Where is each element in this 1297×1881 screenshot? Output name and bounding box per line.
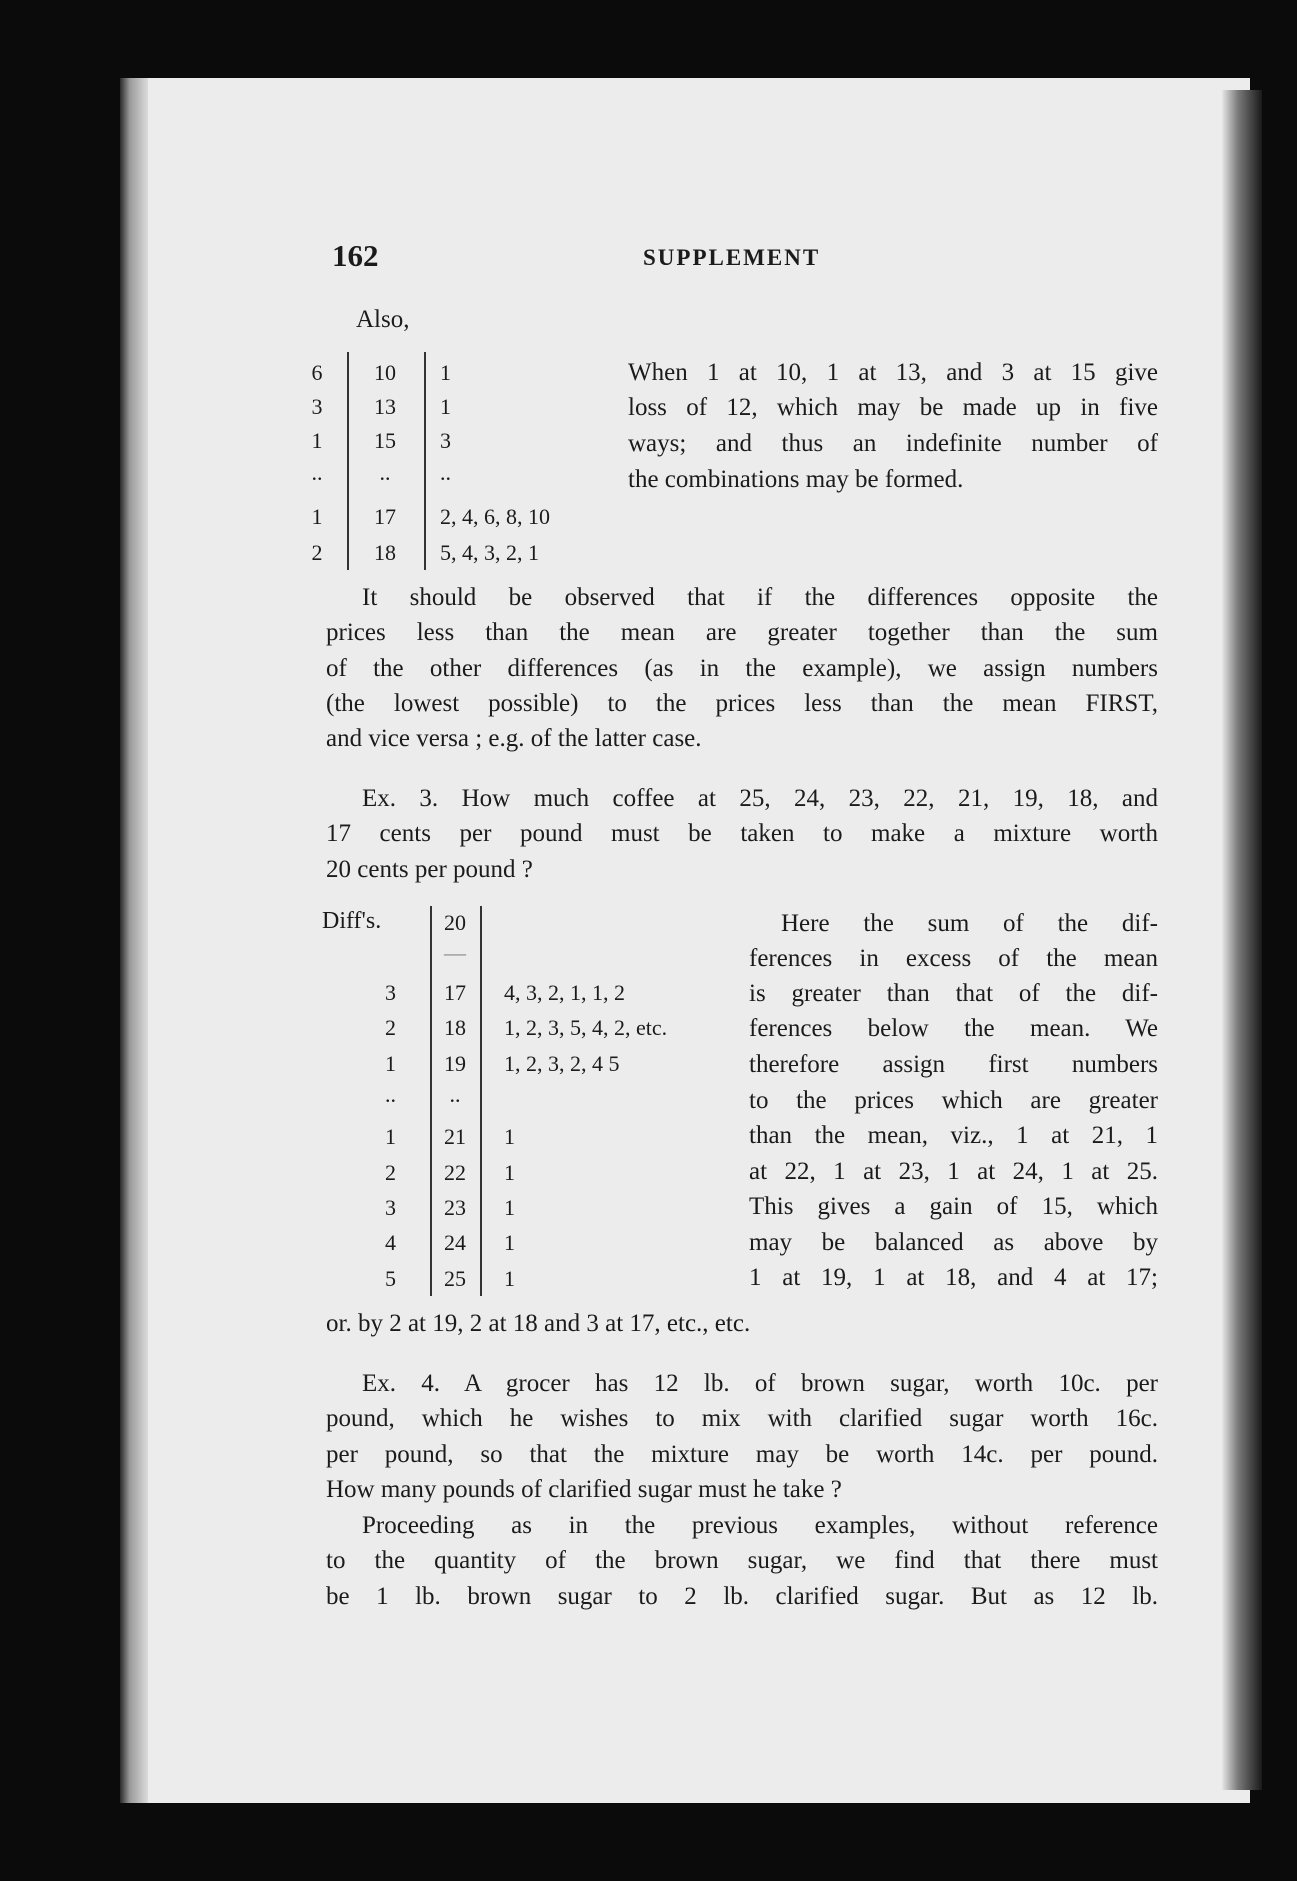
paragraph-line: Proceeding as in the previous examples, without reference	[362, 1512, 1158, 1539]
price-cell: 23	[444, 1195, 466, 1220]
numbers-cell: 3	[440, 428, 451, 453]
ex3-continuation: or. by 2 at 19, 2 at 18 and 3 at 17, etc., etc.	[326, 1310, 751, 1337]
note-line: When 1 at 10, 1 at 13, and 3 at 15 give	[628, 359, 1158, 386]
numbers-cell: 1	[504, 1230, 515, 1255]
numbers-cell: 1	[504, 1124, 515, 1149]
price-cell: 24	[444, 1230, 466, 1255]
numbers-cell: ..	[440, 460, 451, 485]
diff-cell: 1	[385, 1051, 396, 1076]
note-line: ferences below the mean. We	[749, 1015, 1158, 1042]
mean-rule: —	[444, 940, 466, 965]
numbers-cell: 4, 3, 2, 1, 1, 2	[504, 980, 625, 1005]
note-line: the combinations may be formed.	[628, 466, 964, 493]
paragraph-line: Ex. 3. How much coffee at 25, 24, 23, 22, 21, 19, 18, and	[362, 785, 1158, 812]
diff-cell: 2	[311, 540, 323, 565]
numbers-cell: 1, 2, 3, 2, 4 5	[504, 1051, 620, 1076]
price-cell: 13	[374, 394, 396, 419]
note-line: than the mean, viz., 1 at 21, 1	[749, 1122, 1158, 1149]
diff-cell: 1	[311, 504, 323, 529]
diff-cell: 6	[311, 360, 323, 385]
numbers-cell: 1	[440, 360, 451, 385]
paragraph-line: (the lowest possible) to the prices less than the mean FIRST,	[326, 690, 1158, 717]
note-line: ferences in excess of the mean	[749, 945, 1158, 972]
page-gutter-shadow	[120, 78, 148, 1803]
price-cell: 15	[374, 428, 396, 453]
price-cell: 10	[374, 360, 396, 385]
paragraph-line: per pound, so that the mixture may be worth 14c. per pound.	[326, 1441, 1158, 1468]
paragraph-line: of the other differences (as in the example), we assign numbers	[326, 655, 1158, 682]
paragraph-line: to the quantity of the brown sugar, we find that there must	[326, 1547, 1158, 1574]
note-line: loss of 12, which may be made up in five	[628, 394, 1158, 421]
note-line: therefore assign first numbers	[749, 1051, 1158, 1078]
numbers-cell: 5, 4, 3, 2, 1	[440, 540, 539, 565]
price-cell: 18	[444, 1015, 466, 1040]
price-cell: ..	[379, 460, 391, 485]
table-rule	[480, 906, 482, 1296]
note-line: to the prices which are greater	[749, 1087, 1158, 1114]
diff-cell: 3	[311, 394, 323, 419]
paragraph-line: 17 cents per pound must be taken to make a mixture worth	[326, 820, 1158, 847]
paragraph-line: prices less than the mean are greater together than the sum	[326, 619, 1158, 646]
price-cell: ..	[449, 1082, 461, 1107]
price-cell: 25	[444, 1266, 466, 1291]
note-line: This gives a gain of 15, which	[749, 1193, 1158, 1220]
numbers-cell: 2, 4, 6, 8, 10	[440, 504, 550, 529]
numbers-cell: 1	[504, 1266, 515, 1291]
note-line: may be balanced as above by	[749, 1229, 1158, 1256]
numbers-cell: 1	[504, 1195, 515, 1220]
diff-cell: 2	[385, 1160, 396, 1185]
price-cell: 22	[444, 1160, 466, 1185]
mean-header: 20	[444, 910, 466, 935]
also-label: Also,	[356, 306, 410, 333]
diff-cell: 4	[385, 1230, 396, 1255]
paragraph-line: It should be observed that if the differences opposite the	[362, 584, 1158, 611]
note-line: is greater than that of the dif-	[749, 980, 1158, 1007]
note-line: ways; and thus an indefinite number of	[628, 430, 1158, 457]
table-rule	[424, 352, 426, 570]
paragraph-line: How many pounds of clarified sugar must he take ?	[326, 1476, 842, 1503]
note-line: at 22, 1 at 23, 1 at 24, 1 at 25.	[749, 1158, 1158, 1185]
diff-cell: 2	[385, 1015, 396, 1040]
page-edge-shadow	[1222, 90, 1262, 1790]
numbers-cell: 1	[504, 1160, 515, 1185]
diff-cell: ..	[385, 1082, 396, 1107]
paragraph-line: pound, which he wishes to mix with clarified sugar worth 16c.	[326, 1405, 1158, 1432]
note-line: Here the sum of the dif-	[781, 910, 1158, 937]
diff-cell: 3	[385, 980, 396, 1005]
diff-cell: 1	[311, 428, 323, 453]
diff-cell: 5	[385, 1266, 396, 1291]
diff-cell: ..	[311, 460, 323, 485]
price-cell: 17	[374, 504, 396, 529]
price-cell: 21	[444, 1124, 466, 1149]
paragraph-line: and vice versa ; e.g. of the latter case.	[326, 725, 702, 752]
price-cell: 19	[444, 1051, 466, 1076]
paragraph-line: Ex. 4. A grocer has 12 lb. of brown sugar, worth 10c. per	[362, 1370, 1158, 1397]
price-cell: 18	[374, 540, 396, 565]
table-rule	[347, 352, 349, 570]
running-head: SUPPLEMENT	[643, 245, 821, 270]
numbers-cell: 1	[440, 394, 451, 419]
note-line: 1 at 19, 1 at 18, and 4 at 17;	[749, 1264, 1158, 1291]
page-number: 162	[332, 238, 379, 273]
diff-header: Diff's.	[322, 908, 382, 934]
paragraph-line: 20 cents per pound ?	[326, 856, 533, 883]
paragraph-line: be 1 lb. brown sugar to 2 lb. clarified sugar. But as 12 lb.	[326, 1583, 1158, 1610]
diff-cell: 1	[385, 1124, 396, 1149]
book-page	[120, 78, 1250, 1803]
diff-cell: 3	[385, 1195, 396, 1220]
price-cell: 17	[444, 980, 466, 1005]
numbers-cell: 1, 2, 3, 5, 4, 2, etc.	[504, 1015, 668, 1040]
